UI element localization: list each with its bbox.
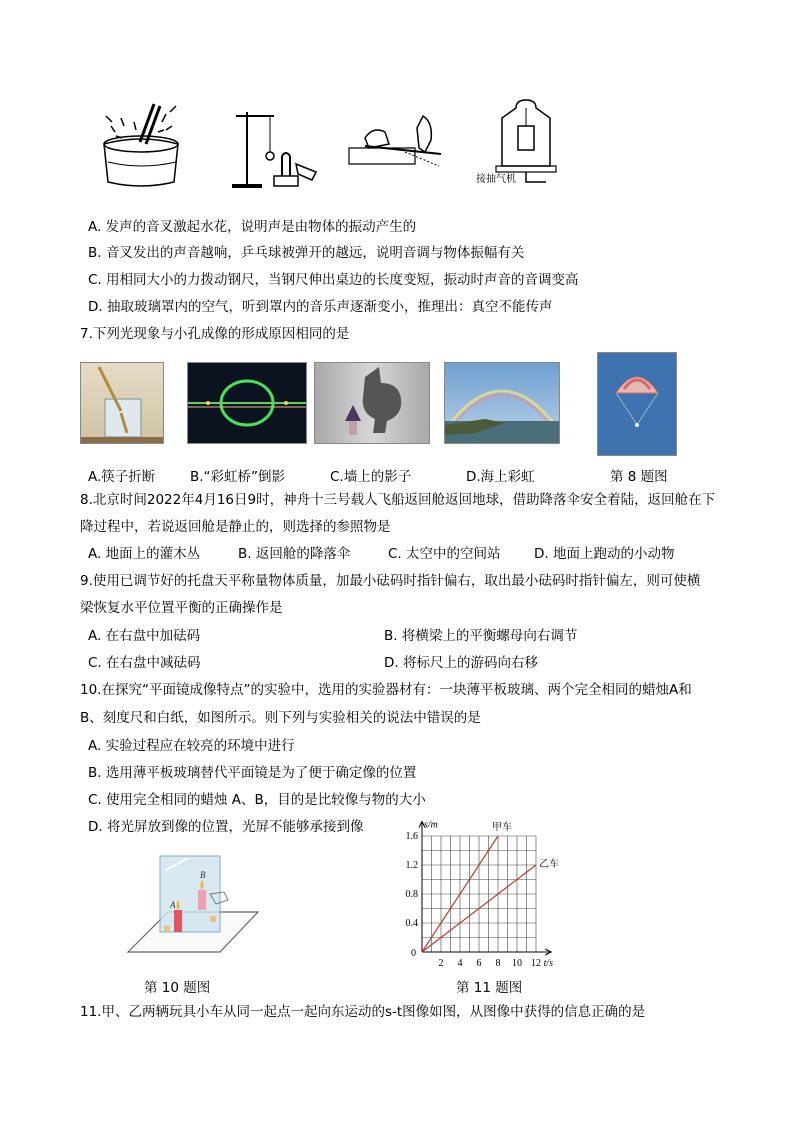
q11-st-chart — [394, 819, 594, 972]
q7-photo-sea-rainbow — [444, 362, 560, 444]
series-label-yi: 乙车 — [539, 859, 559, 870]
x-tick-label: 8 — [495, 958, 501, 969]
vacuum-pump-label: 接抽气机 — [476, 174, 516, 185]
q8-stem-line1: 8.北京时间2022年4月16日9时，神舟十三号载人飞船返回舱返回地球，借助降落伞安全着陆，返回舱在下 — [80, 492, 716, 508]
q8-option-c: C. 太空中的空间站 — [388, 546, 501, 562]
q10-stem-line2: B、刻度尺和白纸，如图所示。则下列与实验相关的说法中错误的是 — [80, 710, 481, 726]
q8-photo-parachute — [597, 352, 677, 456]
q9-stem-line2: 梁恢复水平位置平衡的正确操作是 — [80, 600, 283, 616]
q7-caption-a: A.筷子折断 — [88, 469, 156, 485]
q7-stem: 7.下列光现象与小孔成像的形成原因相同的是 — [80, 326, 350, 342]
x-tick-label: 10 — [512, 958, 522, 969]
origin-label: 0 — [411, 948, 416, 959]
candle-a-label: A — [170, 900, 176, 910]
q8-figure-caption: 第 8 题图 — [610, 469, 668, 485]
y-tick-label: 0.8 — [405, 889, 418, 900]
candle-b-label: B — [200, 870, 206, 880]
q6-figure-tuning-fork-water — [96, 96, 186, 190]
y-tick-label: 1.6 — [405, 831, 418, 842]
q6-figure-steel-ruler — [345, 108, 445, 178]
q9-stem-line1: 9.使用已调节好的托盘天平称量物体质量，加最小砝码时指针偏右，取出最小砝码时指针偏左，则可使横 — [80, 573, 701, 589]
x-tick-label: 12 — [531, 958, 541, 969]
q6-figure-pingpong-tuning-fork — [226, 100, 326, 192]
series-label-jia: 甲车 — [492, 822, 512, 833]
q10-figure-caption: 第 10 题图 — [144, 980, 211, 996]
q10-option-d: D. 将光屏放到像的位置，光屏不能够承接到像 — [88, 819, 364, 835]
x-tick-label: 6 — [476, 958, 482, 969]
x-tick-label: 4 — [457, 958, 463, 969]
y-tick-label: 0.4 — [405, 918, 418, 929]
q7-caption-b: B.“彩虹桥”倒影 — [190, 469, 286, 485]
q8-option-b: B. 返回舱的降落伞 — [238, 546, 351, 562]
q6-option-d: D. 抽取玻璃罩内的空气，听到罩内的音乐声逐渐变小，推理出：真空不能传声 — [88, 299, 553, 315]
q6-figure-vacuum-bell-jar — [476, 96, 576, 188]
q11-stem: 11.甲、乙两辆玩具小车从同一起点一起向东运动的s-t图像如图，从图像中获得的信息正确的是 — [80, 1004, 646, 1020]
q9-option-d: D. 将标尺上的游码向右移 — [384, 655, 538, 671]
q8-option-d: D. 地面上跑动的小动物 — [534, 546, 675, 562]
q7-photo-chopstick — [80, 362, 164, 444]
q8-stem-line2: 降过程中，若说返回舱是静止的，则选择的参照物是 — [80, 519, 391, 535]
q6-option-a: A. 发声的音叉激起水花，说明声是由物体的振动产生的 — [88, 219, 417, 235]
q11-figure-caption: 第 11 题图 — [456, 980, 523, 996]
q7-photo-rainbow-bridge — [187, 362, 307, 444]
x-tick-label: 2 — [438, 958, 444, 969]
q8-option-a: A. 地面上的灌木丛 — [88, 546, 201, 562]
q9-option-c: C. 在右盘中减砝码 — [88, 655, 201, 671]
q7-photo-wall-shadow — [314, 362, 430, 444]
q10-option-b: B. 选用薄平板玻璃替代平面镜是为了便于确定像的位置 — [88, 765, 417, 781]
q10-figure-plane-mirror — [124, 848, 262, 958]
q9-option-b: B. 将横梁上的平衡螺母向右调节 — [384, 628, 578, 644]
q10-stem-line1: 10.在探究“平面镜成像特点”的实验中，选用的实验器材有：一块薄平板玻璃、两个完全相同的蜡烛A和 — [80, 682, 692, 698]
q7-caption-d: D.海上彩虹 — [466, 469, 535, 485]
q6-option-c: C. 用相同大小的力拨动钢尺，当钢尺伸出桌边的长度变短，振动时声音的音调变高 — [88, 272, 579, 288]
q7-caption-c: C.墙上的影子 — [330, 469, 412, 485]
y-axis-label: s/m — [424, 819, 438, 831]
q10-option-a: A. 实验过程应在较亮的环境中进行 — [88, 738, 295, 754]
q9-option-a: A. 在右盘中加砝码 — [88, 628, 201, 644]
y-tick-label: 1.2 — [405, 860, 418, 871]
q6-option-b: B. 音叉发出的声音越响，乒乓球被弹开的越远，说明音调与物体振幅有关 — [88, 245, 525, 261]
q10-option-c: C. 使用完全相同的蜡烛 A、B，目的是比较像与物的大小 — [88, 792, 426, 808]
x-axis-label: t/s — [543, 958, 554, 969]
